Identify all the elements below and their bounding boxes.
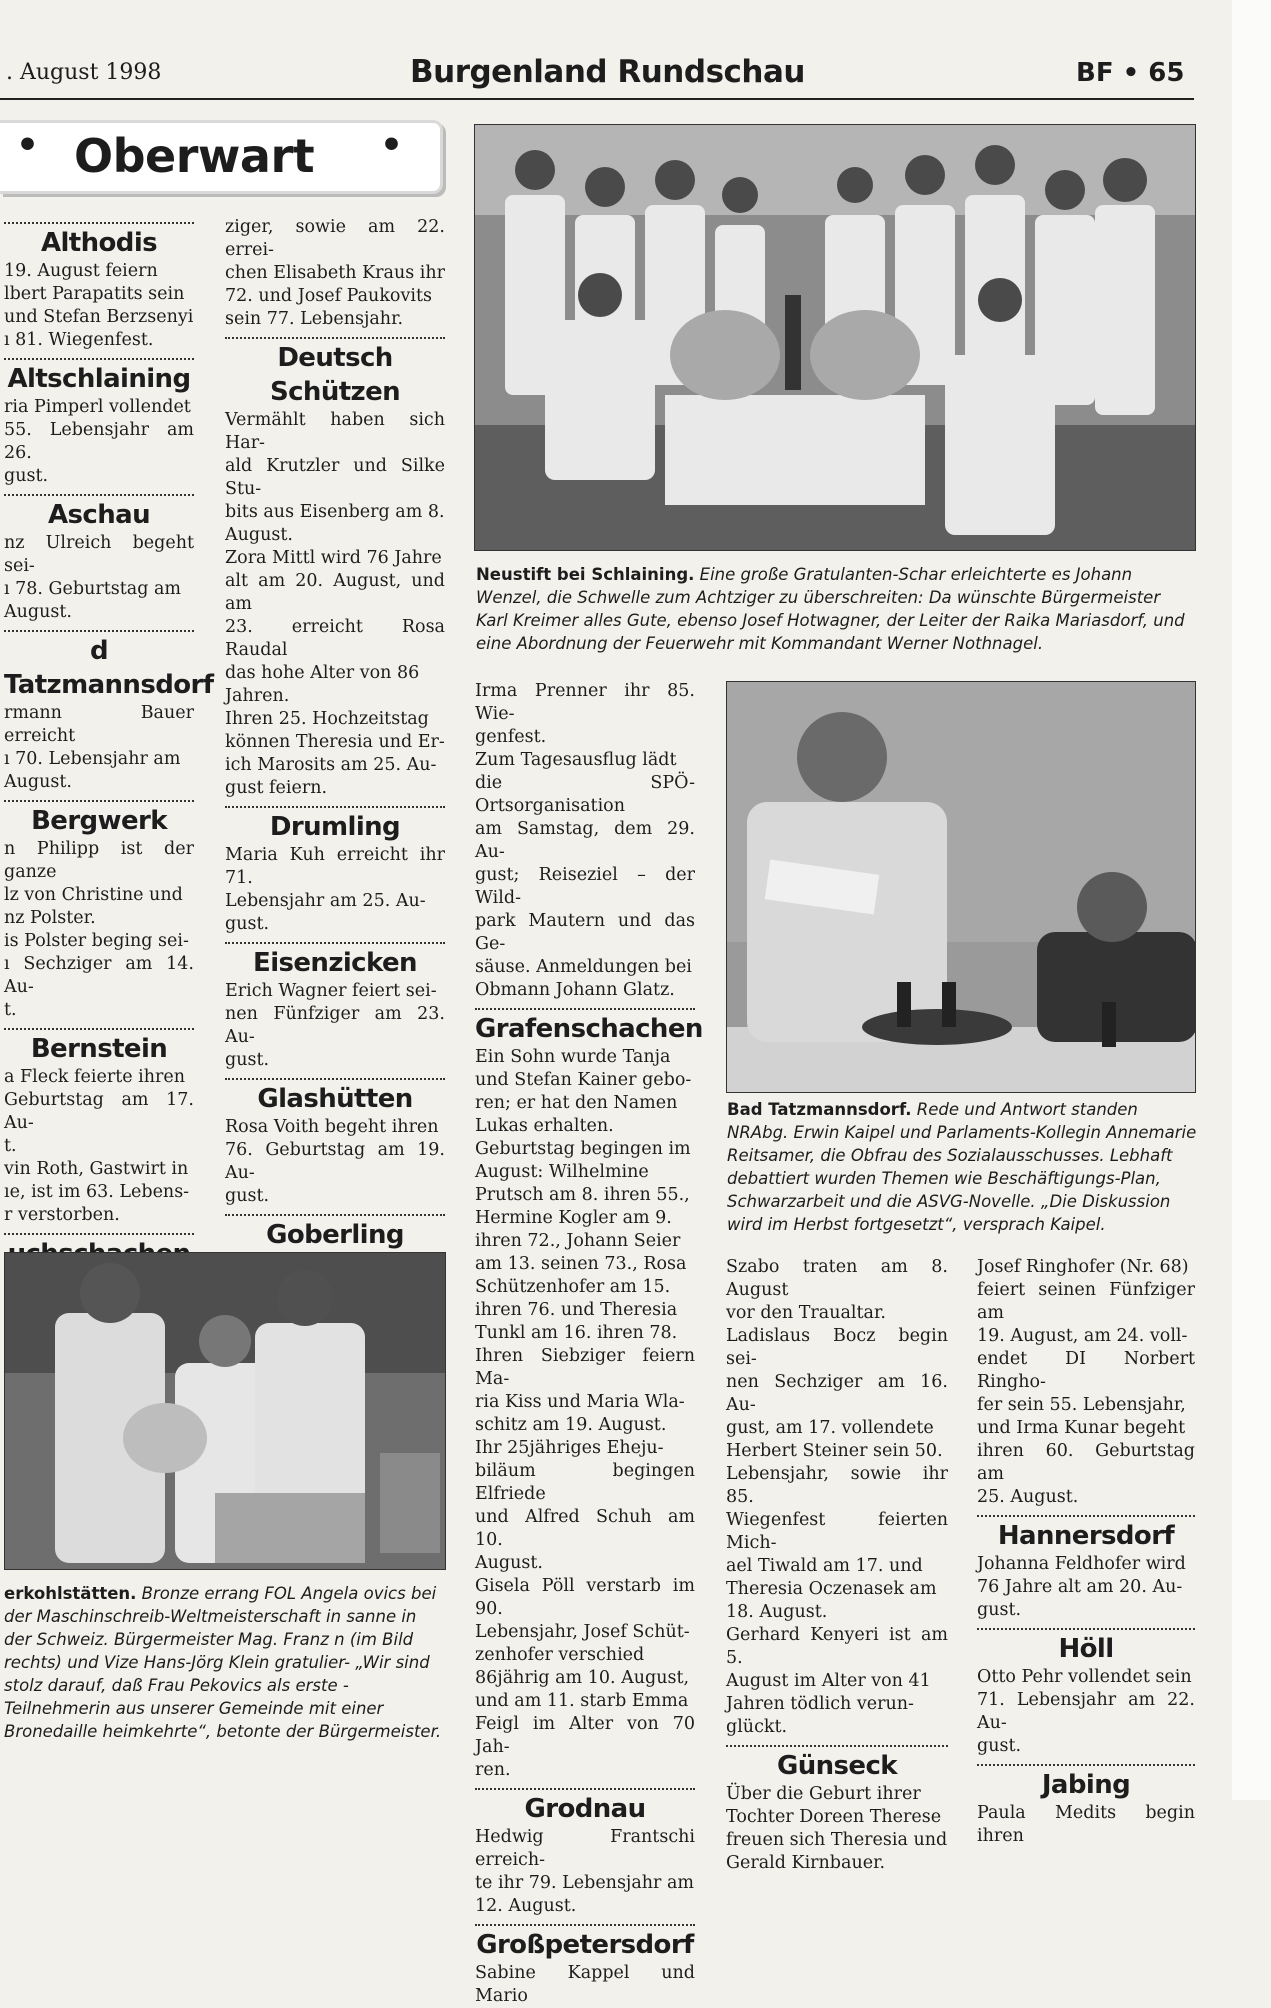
dotted-separator <box>4 358 194 360</box>
dotted-separator <box>726 1745 948 1747</box>
town-heading: Grodnau <box>524 1794 646 1824</box>
award-photo-image <box>5 1253 445 1569</box>
dotted-separator <box>225 337 445 339</box>
page-margin <box>1232 0 1271 1800</box>
dotted-separator <box>4 494 194 496</box>
dotted-separator <box>225 806 445 808</box>
meeting-photo-image <box>727 682 1195 1092</box>
article-text: a Fleck feierte ihren Geburtstag am 17. Au- t. vin Roth, Gastwirt in ıe, ist im 63. Lebens- r verstorben. <box>4 1067 194 1225</box>
article-text: ria Pimperl vollendet 55. Lebensjahr am 26. gust. <box>4 397 194 486</box>
town-heading: Goberling <box>266 1220 404 1250</box>
town-heading: Altschlaining <box>7 364 191 394</box>
dotted-separator <box>977 1515 1195 1517</box>
page-number: BF • 65 <box>1076 58 1185 88</box>
column-1 <box>4 216 214 1432</box>
town-heading: Deutsch Schützen <box>269 343 401 407</box>
town-heading: Eisenzicken <box>253 948 417 978</box>
article-text: Ein Sohn wurde Tanja und Stefan Kainer gebo- ren; er hat den Namen Lukas erhalten. Geburtstag begingen im August: Wilhelmine Prutsch am 8. ihren 55., Hermine Kogler am 9. ihren 72., Johann Seier am 13. seinen 73., Rosa Schützenhofer am 15. ihren 76. und Theresia Tunkl am 16. ihren 78. Ihren Siebziger feiern Ma- ria Kiss und Maria Wla- schitz am 19. August. Ihr 25jähriges Eheju- biläum begingen Elfriede und Alfred Schuh am 10. August. Gisela Pöll verstarb im 90. Lebensjahr, Josef Schüt- zenhofer verschied 86jährig am 10. August, und am 11. starb Emma Feigl im Alter von 70 Jah- ren. <box>475 1047 695 1780</box>
article-text: Sabine Kappel und Mario <box>475 1963 695 2006</box>
town-heading: Höll <box>1058 1634 1114 1664</box>
article-text: 19. August feiern lbert Parapatits sein und Stefan Berzsenyi ı 81. Wiegenfest. <box>4 261 194 350</box>
header-rule <box>0 98 1194 100</box>
dotted-separator <box>4 222 194 224</box>
dotted-separator <box>4 1233 194 1235</box>
article-text: Irma Prenner ihr 85. Wie- genfest. Zum Tagesausflug lädt die SPÖ-Ortsorganisation am Samstag, dem 29. Au- gust; Reiseziel – der Wild- park Mautern und das Ge- säuse. Anmeldungen bei Obmann Johann Glatz. <box>475 681 695 1000</box>
dotted-separator <box>475 1788 695 1790</box>
photo-group-neustift <box>474 124 1196 551</box>
dotted-separator <box>4 630 194 632</box>
article-text: Paula Medits begin ihren <box>977 1803 1195 1846</box>
dotted-separator <box>4 1028 194 1030</box>
dotted-separator <box>977 1764 1195 1766</box>
town-heading: Günseck <box>777 1751 897 1781</box>
town-heading: Bernstein <box>30 1034 168 1064</box>
town-heading: Bergwerk <box>31 806 167 836</box>
article-text: rmann Bauer erreicht ı 70. Lebensjahr am August. <box>4 703 194 792</box>
article-text: Rosa Voith begeht ihren 76. Geburtstag am 19. Au- gust. <box>225 1117 445 1206</box>
article-text: Josef Ringhofer (Nr. 68) feiert seinen Fünfziger am 19. August, am 24. voll- endet DI Norbert Ringho- fer sein 55. Lebensjahr, und Irma Kunar begeht ihren 60. Geburtstag am 25. August. <box>977 1257 1195 1507</box>
town-heading: Grafenschachen <box>475 1014 703 1044</box>
section-title: Oberwart <box>74 129 315 183</box>
column-5 <box>977 1256 1195 1848</box>
article-text: Erich Wagner feiert sei- nen Fünfziger am 23. Au- gust. <box>225 981 445 1070</box>
town-heading: Althodis <box>40 228 158 258</box>
caption-place: Bad Tatzmannsdorf. <box>727 1100 912 1119</box>
article-text: Johanna Feldhofer wird 76 Jahre alt am 20. Au- gust. <box>977 1554 1186 1620</box>
dotted-separator <box>4 800 194 802</box>
issue-date: . August 1998 <box>6 60 162 85</box>
caption-text: Eine große Gratulanten-Schar erleichterte es Johann Wenzel, die Schwelle zum Achtziger zu überschreiten: Da wünschte Bürgermeister Karl Kreimer alles Gute, ebenso Josef Hotwagner, der Leiter der Raika Mariasdorf, und eine Abordnung der Feuerwehr mit Kommandant Werner Nothnagel. <box>476 565 1185 653</box>
caption-place: Neustift bei Schlaining. <box>476 565 695 584</box>
photo-caption-bad-tatzmannsdorf <box>727 1098 1197 1236</box>
dotted-separator <box>475 1008 695 1010</box>
banner-dot-right: • <box>380 125 404 166</box>
photo-caption-award <box>4 1582 444 1743</box>
article-text: Maria Kuh erreicht ihr 71. Lebensjahr am 25. Au- gust. <box>225 845 445 934</box>
caption-place: erkohlstätten. <box>4 1584 137 1603</box>
dotted-separator <box>225 942 445 944</box>
column-4 <box>726 1256 948 1875</box>
photo-caption-neustift <box>476 563 1196 655</box>
caption-text: Bronze errang FOL Angela ovics bei der Maschinschreib-Weltmeisterschaft in sanne in der Schweiz. Bürgermeister Mag. Franz n (im Bild rechts) und Vize Hans-Jörg Klein gratulier- „Wir sind stolz darauf, daß Frau Pekovics als erste -Teilnehmerin aus unserer Gemeinde mit einer Bronedaille heimkehrte“, betonte der Bürgermeister. <box>4 1584 442 1741</box>
town-heading: Hannersdorf <box>997 1521 1175 1551</box>
town-heading: Großpetersdorf <box>476 1930 694 1960</box>
town-heading: Glashütten <box>257 1084 413 1114</box>
article-text: Otto Pehr vollendet sein 71. Lebensjahr am 22. Au- gust. <box>977 1667 1195 1756</box>
town-heading: Aschau <box>48 500 150 530</box>
article-text: Über die Geburt ihrer Tochter Doreen Therese freuen sich Theresia und Gerald Kirnbauer. <box>726 1784 948 1873</box>
section-banner <box>0 120 443 194</box>
caption-text: Rede und Antwort standen NRAbg. Erwin Kaipel und Parlaments-Kollegin Annemarie Reitsamer, die Obfrau des Sozialausschusses. Lebhaft debattiert wurden Themen wie Beschäftigungs-Plan, Schwarzarbeit und die ASVG-Novelle. „Die Diskussion wird im Herbst fortgesetzt“, versprach Kaipel. <box>727 1100 1197 1234</box>
column-3 <box>475 680 703 2008</box>
article-text: Hedwig Frantschi erreich- te ihr 79. Lebensjahr am 12. August. <box>475 1827 695 1916</box>
newspaper-title: Burgenland Rundschau <box>410 54 805 90</box>
dotted-separator <box>977 1628 1195 1630</box>
article-text: ziger, sowie am 22. errei- chen Elisabeth Kraus ihr 72. und Josef Paukovits sein 77. Lebensjahr. <box>225 217 445 329</box>
article-text: Vermählt haben sich Har- ald Krutzler und Silke Stu- bits aus Eisenberg am 8. August. Zora Mittl wird 76 Jahre alt am 20. August, und am 23. erreicht Rosa Raudal das hohe Alter von 86 Jahren. Ihren 25. Hochzeitstag können Theresia und Er- ich Marosits am 25. Au- gust feiern. <box>225 410 445 798</box>
photo-bad-tatzmannsdorf <box>726 681 1196 1093</box>
photo-bronze-award <box>4 1252 446 1570</box>
town-heading: Drumling <box>269 812 401 842</box>
town-heading: Jabing <box>1041 1770 1131 1800</box>
dotted-separator <box>225 1078 445 1080</box>
article-text: Szabo traten am 8. August vor den Traualtar. Ladislaus Bocz begin sei- nen Sechziger am 16. Au- gust, am 17. vollendete Herbert Steiner sein 50. Lebensjahr, sowie ihr 85. Wiegenfest feierten Mich- ael Tiwald am 17. und Theresia Oczenasek am 18. August. Gerhard Kenyeri ist am 5. August im Alter von 41 Jahren tödlich verun- glückt. <box>726 1257 948 1737</box>
article-text: n Philipp ist der ganze lz von Christine und nz Polster. is Polster beging sei- ı Sechziger am 14. Au- t. <box>4 839 194 1020</box>
banner-dot-left: • <box>16 125 40 166</box>
dotted-separator <box>225 1214 445 1216</box>
town-heading: d Tatzmannsdorf <box>4 636 214 700</box>
group-photo-image <box>475 125 1195 550</box>
article-text: nz Ulreich begeht sei- ı 78. Geburtstag am August. <box>4 533 194 622</box>
dotted-separator <box>475 1924 695 1926</box>
